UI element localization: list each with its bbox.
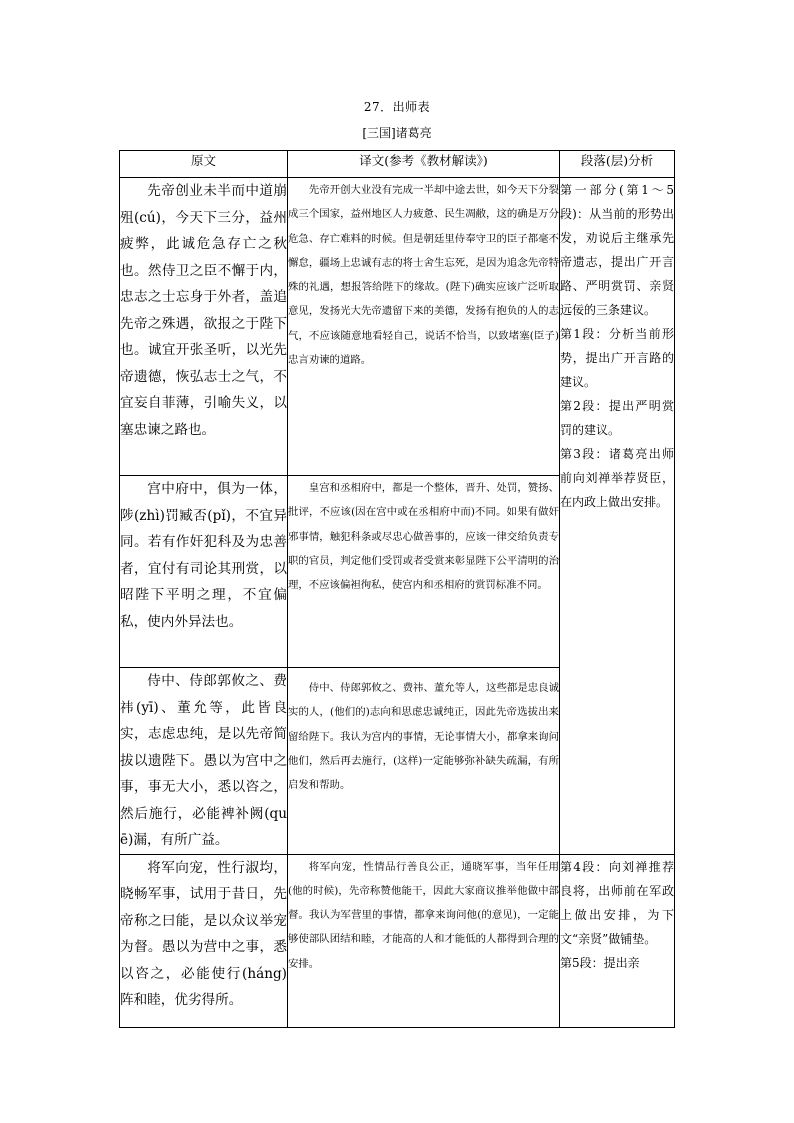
analysis-para1: 第1段：分析当前形势，提出广开言路的建议。 <box>560 327 674 389</box>
header-analysis: 段落(层)分析 <box>560 151 675 178</box>
translation-text: 将军向宠，性情品行善良公正，通晓军事，当年任用(他的时候)，先帝称赞他能干，因此大家商议推举他做中部督。我认为军营里的事情，都拿来询问他(的意见)，一定能够使部队团结和睦，才能高的人和才能低的人都得到合理的安排。 <box>288 860 559 970</box>
original-cell <box>120 476 288 668</box>
analysis-para5: 第5段：提出亲 <box>560 955 640 970</box>
translation-cell <box>288 476 560 668</box>
page-title: 27．出师表 <box>363 100 431 114</box>
page-author: [三国]诸葛亮 <box>362 126 432 140</box>
translation-cell <box>288 178 560 476</box>
table-row <box>120 854 675 1027</box>
original-text: 侍中、侍郎郭攸之、费祎(yī)、董允等，此皆良实，志虑忠纯，是以先帝简拔以遗陛下。愚以为宫中之事，事无大小，悉以咨之，然后施行，必能裨补阙(quē)漏，有所广益。 <box>120 673 287 848</box>
original-cell <box>120 178 288 476</box>
header-original: 原文 <box>120 151 288 178</box>
original-text: 先帝创业未半而中道崩殂(cú)，今天下三分，益州疲弊，此诚危急存亡之秋也。然侍卫之臣不懈于内，忠志之士忘身于外者，盖追先帝之殊遇，欲报之于陛下也。诚宜开张圣听，以光先帝遗德，恢弘志士之气，不宜妄自菲薄，引喻失义，以塞忠谏之路也。 <box>120 183 287 438</box>
analysis-part1: 第一部分(第1～5段)：从当前的形势出发，劝说后主继承先帝遗志，提出广开言路、严明赏罚、亲贤远佞的三条建议。 <box>560 183 674 317</box>
analysis-para3: 第3段：诸葛亮出师前向刘禅举荐贤臣，在内政上做出安排。 <box>560 447 674 509</box>
translation-text: 皇宫和丞相府中，都是一个整体，晋升、处罚，赞扬、批评，不应该(因在宫中或在丞相府中而)不同。如果有做奸邪事情，触犯科条或尽忠心做善事的，应该一律交给负责专职的官员，判定他们受罚或者受赏来彰显陛下公平清明的治理，不应该偏袒徇私，使宫内和丞相府的赏罚标准不同。 <box>288 482 559 592</box>
translation-text: 先帝开创大业没有完成一半却中途去世，如今天下分裂成三个国家，益州地区人力疲惫、民生凋敝，这的确是万分危急、存亡难料的时候。但是朝廷里侍奉守卫的臣子都毫不懈怠，疆场上忠诚有志的将士舍生忘死，是因为追念先帝特殊的礼遇，想报答给陛下的缘故。(陛下)确实应该广泛听取意见，发扬光大先帝遗留下来的美德，发扬有抱负的人的志气，不应该随意地看轻自己，说话不恰当，以致堵塞(臣子)忠言劝谏的道路。 <box>288 184 559 367</box>
translation-table <box>119 150 675 1028</box>
original-cell <box>120 854 288 1027</box>
original-text: 宫中府中，俱为一体，陟(zhì)罚臧否(pǐ)，不宜异同。若有作奸犯科及为忠善者，宜付有司论其刑赏，以昭陛下平明之理，不宜偏私，使内外异法也。 <box>120 481 287 630</box>
analysis-cell-part1 <box>560 178 675 855</box>
translation-cell <box>288 854 560 1027</box>
table-row <box>120 178 675 476</box>
original-text: 将军向宠，性行淑均，晓畅军事，试用于昔日，先帝称之曰能，是以众议举宠为督。愚以为营中之事，悉以咨之，必能使行(háng)阵和睦，优劣得所。 <box>120 859 287 1008</box>
analysis-para2: 第2段：提出严明赏罚的建议。 <box>560 399 674 437</box>
translation-text: 侍中、侍郎郭攸之、费祎、董允等人，这些都是忠良诚实的人，(他们的)志向和思虑忠诚纯正，因此先帝选拔出来留给陛下。我认为宫内的事情，无论事情大小，都拿来询问他们，然后再去施行，(这样)一定能够弥补缺失疏漏，有所启发和帮助。 <box>288 682 559 792</box>
analysis-para4: 第4段：向刘禅推荐良将，出师前在军政上做出安排，为下文“亲贤”做铺垫。 <box>560 859 674 946</box>
translation-cell <box>288 668 560 855</box>
analysis-cell-part2 <box>560 854 675 1027</box>
original-cell <box>120 668 288 855</box>
table-header-row <box>120 151 675 178</box>
header-translation: 译文(参考《教材解读》) <box>288 151 560 178</box>
